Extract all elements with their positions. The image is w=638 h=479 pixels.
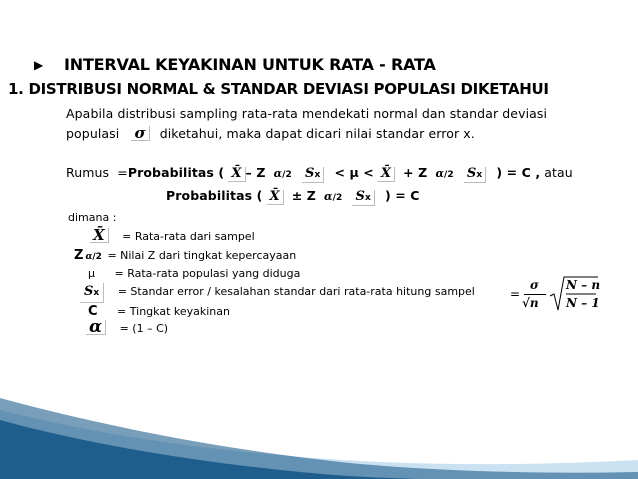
definition-item bbox=[88, 304, 230, 319]
xbar-symbol: X̄ bbox=[90, 228, 109, 243]
sx-symbol: Sx bbox=[302, 167, 324, 183]
alpha-symbol: α bbox=[324, 190, 333, 203]
xbar-symbol: X̄ bbox=[378, 167, 395, 182]
formula-line-2 bbox=[166, 188, 420, 206]
alpha-symbol: α bbox=[86, 320, 106, 335]
half-label: /2 bbox=[282, 170, 292, 180]
mu-symbol: μ bbox=[88, 267, 95, 280]
half-label: /2 bbox=[332, 193, 343, 203]
formula-mu: < μ < bbox=[334, 165, 374, 180]
z-symbol: Z bbox=[74, 248, 84, 263]
formula-close-c-2: ) = C bbox=[384, 188, 420, 203]
xbar-symbol: X̄ bbox=[267, 190, 284, 205]
definition-text: = (1 – C) bbox=[119, 322, 169, 335]
xbar-symbol: X̄ bbox=[228, 167, 245, 182]
se-sigma: σ bbox=[530, 278, 539, 292]
definition-text: = Standar error / kesalahan standar dari rata-rata hitung sampel bbox=[117, 285, 475, 298]
formula-atau: atau bbox=[544, 165, 573, 180]
definitions-title: dimana : bbox=[68, 211, 117, 224]
definition-item bbox=[90, 228, 255, 243]
alpha-symbol: α bbox=[85, 252, 93, 262]
definition-item bbox=[80, 283, 475, 303]
se-root-den: N – 1 bbox=[566, 296, 600, 310]
decorative-wave bbox=[0, 380, 638, 479]
sx-symbol: Sx bbox=[352, 190, 374, 206]
definition-text: = Rata-rata populasi yang diduga bbox=[114, 267, 301, 280]
c-symbol: C bbox=[88, 304, 98, 319]
formula-plus-z: + Z bbox=[403, 165, 428, 180]
se-eq: = bbox=[510, 287, 521, 301]
definition-item bbox=[86, 317, 169, 337]
half-label: /2 bbox=[92, 252, 102, 262]
fraction-bar bbox=[524, 294, 546, 295]
intro-diketahui: diketahui, maka dapat dicari nilai standar error x. bbox=[159, 126, 475, 141]
formula-minus-z: – Z bbox=[245, 165, 266, 180]
formula-prob-2: Probabilitas ( bbox=[166, 188, 263, 203]
sx-symbol: Sx bbox=[464, 167, 486, 183]
slide-title: INTERVAL KEYAKINAN UNTUK RATA - RATA bbox=[64, 55, 436, 74]
definition-text: = Nilai Z dari tingkat kepercayaan bbox=[107, 249, 297, 262]
formula-close-c: ) = C , bbox=[496, 165, 541, 180]
formula-prob: Probabilitas ( bbox=[127, 165, 225, 180]
definition-item bbox=[88, 267, 300, 280]
definition-item bbox=[74, 248, 296, 263]
se-root-n: √n bbox=[522, 296, 539, 310]
alpha-symbol: α bbox=[435, 167, 445, 180]
intro-populasi: populasi bbox=[66, 126, 120, 141]
alpha-symbol: α bbox=[273, 167, 283, 180]
half-label: /2 bbox=[444, 170, 454, 180]
sigma-symbol: σ bbox=[131, 126, 149, 141]
formula-line-1 bbox=[66, 165, 573, 183]
se-root-num: N – n bbox=[566, 278, 601, 292]
formula-pm-z: ± Z bbox=[291, 188, 316, 203]
intro-line-1: Apabila distribusi sampling rata-rata mendekati normal dan standar deviasi bbox=[66, 106, 548, 121]
formula-eq: = bbox=[117, 165, 128, 180]
definition-text: = Rata-rata dari sampel bbox=[122, 230, 255, 243]
definition-text: = Tingkat keyakinan bbox=[117, 305, 230, 318]
formula-label: Rumus bbox=[66, 165, 110, 180]
intro-line-2 bbox=[66, 126, 475, 141]
sx-symbol: Sx bbox=[80, 283, 104, 303]
slide-subtitle: 1. DISTRIBUSI NORMAL & STANDAR DEVIASI POPULASI DIKETAHUI bbox=[8, 80, 549, 98]
bullet-icon: ▶ bbox=[34, 58, 44, 72]
